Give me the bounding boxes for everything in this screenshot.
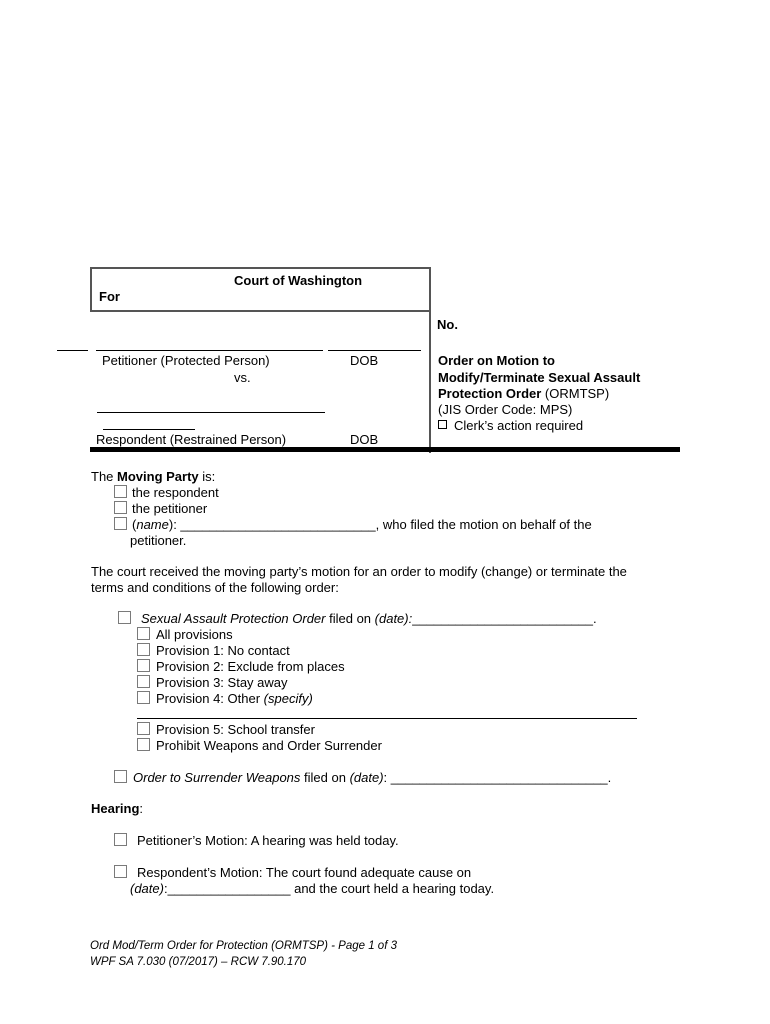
respondent-motion-date-rest: :_________________ and the court held a hearing today. <box>163 881 495 896</box>
order-title-bold: Protection Order <box>438 386 542 401</box>
motion-text-line1: The court received the moving party’s motion for an order to modify (change) or terminate the <box>91 564 627 579</box>
provision-4-label <box>156 691 313 706</box>
jis-code: (JIS Order Code: MPS) <box>438 402 573 417</box>
respondent-label: Respondent (Restrained Person) <box>96 432 287 447</box>
sapo-date-blank: _________________________. <box>412 611 597 626</box>
respondent-checkbox[interactable] <box>114 485 127 498</box>
surrender-line <box>133 770 611 785</box>
sapo-label: Sexual Assault Protection Order <box>141 611 326 626</box>
hearing-heading <box>91 801 143 816</box>
name-option-italic: name <box>136 517 169 532</box>
provision-2-label: Provision 2: Exclude from places <box>156 659 345 674</box>
case-number-label: No. <box>437 317 458 332</box>
caption-bottom-rule <box>90 447 680 452</box>
clerk-action-checkbox[interactable] <box>438 420 447 429</box>
footer-line1: Ord Mod/Term Order for Protection (ORMTSP) - Page 1 of 3 <box>90 940 397 952</box>
name-option-post: ): ___________________________, who filed the motion on behalf of the <box>168 517 592 532</box>
petitioner-label: Petitioner (Protected Person) <box>102 353 270 368</box>
petitioner-checkbox[interactable] <box>114 501 127 514</box>
provision-4-text: Provision 4: Other <box>156 691 261 706</box>
order-title-line1: Order on Motion to <box>438 353 555 368</box>
respondent-name-line-2 <box>103 429 195 430</box>
provision-5-label: Provision 5: School transfer <box>156 722 315 737</box>
clerk-action-label: Clerk’s action required <box>454 418 584 433</box>
moving-party-intro-post: is: <box>198 469 216 484</box>
weapons-provision-label: Prohibit Weapons and Order Surrender <box>156 738 382 753</box>
name-option <box>132 517 592 532</box>
respondent-motion-date-line <box>130 881 494 896</box>
clerk-action-row[interactable] <box>438 418 583 433</box>
petitioner-prefix-line <box>57 350 88 351</box>
provision-all-checkbox[interactable] <box>137 627 150 640</box>
provision-2-checkbox[interactable] <box>137 659 150 672</box>
weapons-provision-checkbox[interactable] <box>137 738 150 751</box>
surrender-checkbox[interactable] <box>114 770 127 783</box>
moving-party-intro-pre: The <box>91 469 118 484</box>
surrender-filed-on: filed on <box>300 770 350 785</box>
provision-1-checkbox[interactable] <box>137 643 150 656</box>
for-label: For <box>99 289 120 304</box>
petitioner-motion-checkbox[interactable] <box>114 833 127 846</box>
sapo-line <box>141 611 597 626</box>
sapo-date-label: (date): <box>374 611 413 626</box>
respondent-motion-date-label: (date) <box>130 881 164 896</box>
provision-5-checkbox[interactable] <box>137 722 150 735</box>
respondent-motion-label: Respondent’s Motion: The court found adequate cause on <box>137 865 472 880</box>
provision-3-label: Provision 3: Stay away <box>156 675 288 690</box>
hearing-heading-text: Hearing <box>91 801 140 816</box>
petitioner-name-line <box>96 350 323 351</box>
provision-3-checkbox[interactable] <box>137 675 150 688</box>
moving-party-intro <box>91 469 215 484</box>
court-label: Court of Washington <box>234 273 363 288</box>
order-title-line2: Modify/Terminate Sexual Assault <box>438 370 641 385</box>
name-checkbox[interactable] <box>114 517 127 530</box>
motion-text-line2: terms and conditions of the following order: <box>91 580 339 595</box>
order-title-line3 <box>438 386 609 401</box>
provision-1-label: Provision 1: No contact <box>156 643 290 658</box>
vs-label: vs. <box>234 370 251 385</box>
provision-4-specify: (specify) <box>263 691 313 706</box>
respondent-name-line <box>97 412 325 413</box>
surrender-date-label: (date) <box>349 770 384 785</box>
name-option-continued: petitioner. <box>130 533 187 548</box>
footer-line2: WPF SA 7.030 (07/2017) – RCW 7.90.170 <box>90 956 307 968</box>
provision-4-checkbox[interactable] <box>137 691 150 704</box>
name-option-pre: ( <box>132 517 137 532</box>
surrender-label: Order to Surrender Weapons <box>133 770 301 785</box>
provision-4-specify-line <box>137 718 637 719</box>
sapo-checkbox[interactable] <box>118 611 131 624</box>
petitioner-option: the petitioner <box>132 501 208 516</box>
hearing-heading-colon: : <box>139 801 144 816</box>
caption-divider <box>429 267 431 453</box>
petitioner-motion-label: Petitioner’s Motion: A hearing was held today. <box>137 833 399 848</box>
respondent-motion-checkbox[interactable] <box>114 865 127 878</box>
moving-party-intro-bold: Moving Party <box>117 469 199 484</box>
petitioner-dob-label: DOB <box>350 353 379 368</box>
provision-all-label: All provisions <box>156 627 233 642</box>
respondent-option: the respondent <box>132 485 219 500</box>
respondent-dob-label: DOB <box>350 432 379 447</box>
sapo-filed-on: filed on <box>325 611 375 626</box>
surrender-date-blank: : ______________________________. <box>383 770 612 785</box>
petitioner-dob-line <box>328 350 421 351</box>
order-title-abbrev: (ORMTSP) <box>541 386 610 401</box>
